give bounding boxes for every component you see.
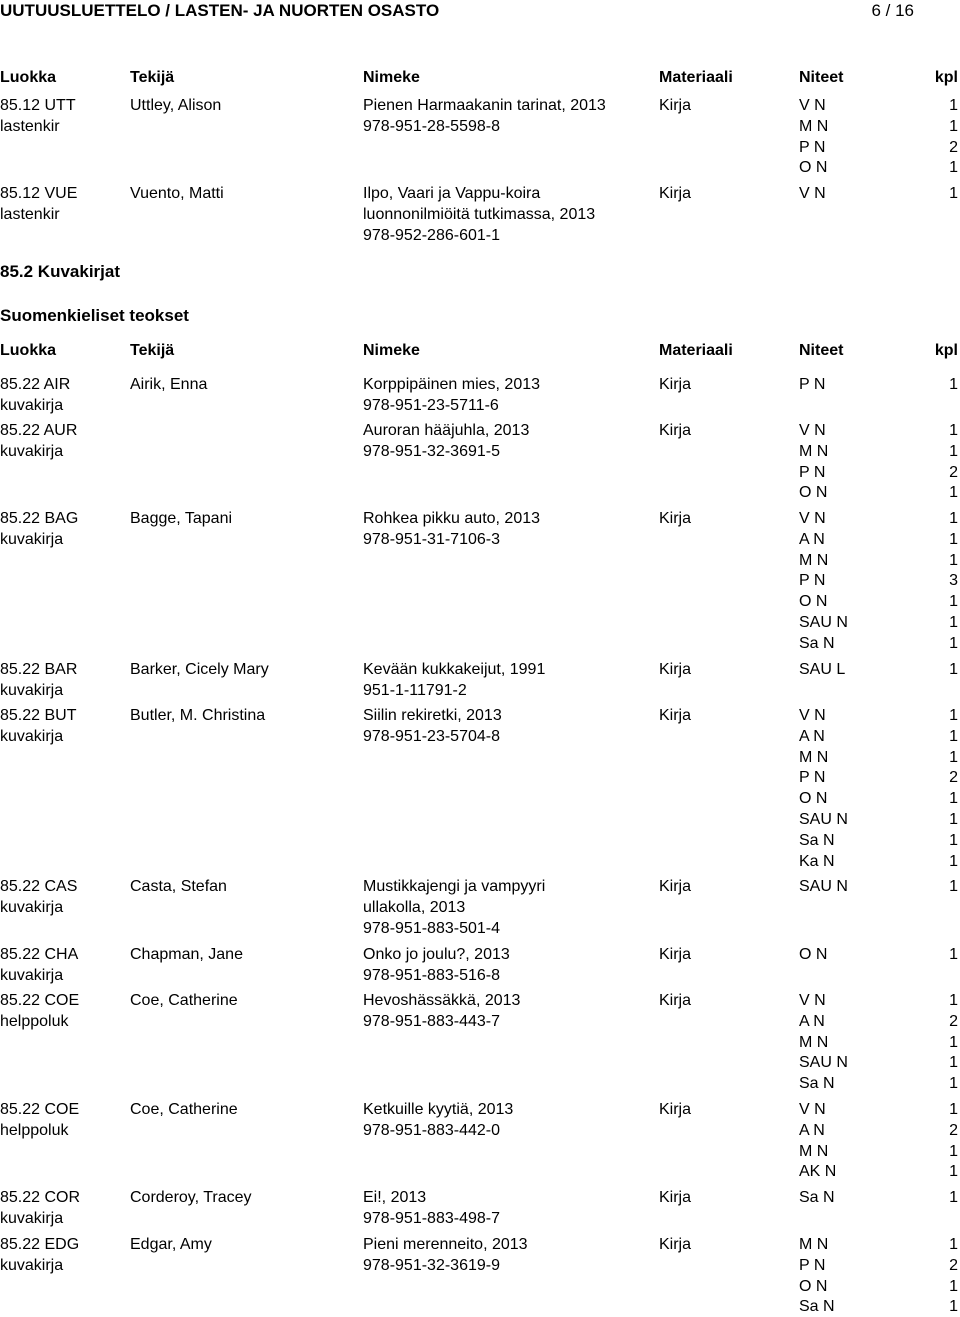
entry-copy-count: 1 [949,634,958,652]
entry-title: Pienen Harmaakanin tarinat, 2013 [363,97,606,114]
entry-title: 978-951-32-3691-5 [363,442,500,460]
page-title: UUTUUSLUETTELO / LASTEN- JA NUORTEN OSASTO [0,1,440,20]
entry-class: helppoluk [0,1121,69,1139]
entry-title: Ketkuille kyytiä, 2013 [363,1101,514,1118]
page-number: 6 / 16 [871,1,914,20]
entry-material: Kirja [659,878,692,895]
entry-title: Rohkea pikku auto, 2013 [363,510,541,527]
entry-class: 85.22 COE [0,992,80,1009]
entry-title: 978-951-883-501-4 [363,919,500,937]
entry-copy-count: 3 [949,572,958,590]
entry-title: 978-951-883-443-7 [363,1012,500,1030]
entry-class: 85.12 VUE [0,185,78,202]
entry-title: 978-952-286-601-1 [363,226,500,244]
entry-copy-location: M N [799,1142,829,1160]
entry-copy-count: 1 [949,878,958,895]
entry-copy-count: 2 [949,1012,958,1030]
entry-copy-location: P N [799,1256,826,1274]
entry-class: 85.22 COR [0,1189,81,1206]
entry-copy-count: 1 [949,1277,958,1295]
entry-author: Coe, Catherine [130,1101,238,1118]
entry-copy-count: 1 [949,442,958,460]
entry-author: Butler, M. Christina [130,707,266,724]
entry-title: 978-951-883-498-7 [363,1209,500,1227]
entry-material: Kirja [659,510,692,527]
entry-copy-location: O N [799,484,828,502]
entry-class: 85.22 BUT [0,707,77,724]
entry-title: Ilpo, Vaari ja Vappu-koira [363,185,541,202]
entry-copy-location: M N [799,1033,829,1051]
entry-copy-location: SAU N [799,878,848,895]
entry-copy-count: 2 [949,1121,958,1139]
entry-author: Uttley, Alison [130,97,222,114]
entry-copy-location: P N [799,769,826,787]
entry-class: kuvakirja [0,966,64,984]
entry-copy-count: 1 [949,661,958,678]
entry-copy-location: M N [799,551,829,569]
entry-title: Korppipäinen mies, 2013 [363,376,541,393]
entry-copy-count: 2 [949,769,958,787]
entry-copy-location: SAU N [799,614,848,631]
entry-author: Edgar, Amy [130,1236,212,1253]
entry-author: Corderoy, Tracey [130,1189,252,1206]
entry-copy-location: Ka N [799,852,835,870]
entry-copy-location: M N [799,442,829,460]
entry-copy-count: 1 [949,484,958,502]
entry-copy-location: V N [799,992,826,1009]
entry-copy-location: A N [799,530,825,548]
entry-copy-count: 1 [949,117,958,135]
entry-class: kuvakirja [0,442,64,460]
entry-material: Kirja [659,97,692,114]
entry-class: 85.22 CAS [0,878,78,895]
entry-title: 978-951-31-7106-3 [363,530,500,548]
entry-copy-count: 1 [949,1298,958,1316]
entry-material: Kirja [659,376,692,393]
entry-class: kuvakirja [0,1256,64,1274]
entry-title: Hevoshässäkkä, 2013 [363,992,521,1009]
entry-class: kuvakirja [0,727,64,745]
entry-title: 978-951-28-5598-8 [363,117,500,135]
entry-copy-location: V N [799,510,826,527]
entry-copy-location: V N [799,185,826,202]
entry-material: Kirja [659,1189,692,1206]
entry-copy-count: 1 [949,1101,958,1118]
entry-title: 978-951-23-5711-6 [363,396,499,414]
entry-copy-count: 1 [949,530,958,548]
entry-author: Bagge, Tapani [130,510,233,527]
entry-class: helppoluk [0,1012,69,1030]
entry-title: 978-951-32-3619-9 [363,1256,500,1274]
entry-copy-location: V N [799,707,826,724]
entry-copy-location: M N [799,1236,829,1253]
subsection-heading: Suomenkieliset teokset [0,306,189,325]
entry-copy-location: SAU N [799,1054,848,1072]
entry-copy-count: 1 [949,831,958,849]
entry-class: kuvakirja [0,681,64,699]
entry-title: luonnonilmiöitä tutkimassa, 2013 [363,205,596,223]
entry-title: Onko jo joulu?, 2013 [363,946,510,963]
entry-title: Kevään kukkakeijut, 1991 [363,661,546,678]
entry-copy-count: 1 [949,1075,958,1093]
entry-material: Kirja [659,185,692,202]
header-luokka: Luokka [0,69,57,86]
entry-class: kuvakirja [0,530,64,548]
entry-copy-count: 1 [949,748,958,766]
entry-copy-location: Sa N [799,634,835,652]
entry-title: 978-951-23-5704-8 [363,727,500,745]
entry-copy-location: O N [799,159,828,177]
entry-class: 85.22 AUR [0,422,78,439]
entry-class: 85.12 UTT [0,97,76,114]
entry-copy-location: SAU L [799,661,846,678]
entry-copy-location: SAU N [799,811,848,828]
entry-class: 85.22 COE [0,1101,80,1118]
entry-copy-count: 1 [949,1054,958,1072]
entry-title: Ei!, 2013 [363,1189,427,1206]
entry-copy-location: M N [799,117,829,135]
entry-copy-count: 2 [949,138,958,156]
entry-copy-location: P N [799,463,826,481]
entry-copy-count: 1 [949,1033,958,1051]
entry-copy-location: Sa N [799,1075,835,1093]
entry-copy-count: 1 [949,97,958,114]
entry-title: 978-951-883-442-0 [363,1121,500,1139]
entry-copy-location: Sa N [799,1298,835,1316]
entry-author: Vuento, Matti [130,185,224,202]
entry-class: kuvakirja [0,1209,64,1227]
entry-copy-count: 1 [949,614,958,631]
entry-copy-count: 1 [949,946,958,963]
entry-copy-count: 1 [949,551,958,569]
section-heading: 85.2 Kuvakirjat [0,262,121,281]
header-kpl: kpl [934,342,958,359]
entry-material: Kirja [659,422,692,439]
entry-title: Mustikkajengi ja vampyyri [363,878,546,895]
entry-copy-location: V N [799,1101,826,1118]
entry-class: 85.22 CHA [0,946,79,963]
entry-copy-count: 1 [949,510,958,527]
entry-copy-location: O N [799,946,828,963]
entry-copy-count: 1 [949,992,958,1009]
entry-class: 85.22 EDG [0,1236,80,1253]
entry-author: Casta, Stefan [130,878,227,895]
entry-class: lastenkir [0,205,60,223]
header-kpl: kpl [934,69,958,86]
entry-material: Kirja [659,992,692,1009]
entry-class: 85.22 BAG [0,510,79,527]
entry-copy-count: 1 [949,422,958,439]
entry-author: Coe, Catherine [130,992,238,1009]
header-nimeke: Nimeke [363,342,420,359]
entry-author: Airik, Enna [130,376,208,393]
entry-copy-count: 1 [949,1163,958,1181]
entry-copy-count: 1 [949,727,958,745]
header-niteet: Niteet [799,342,844,359]
entry-copy-count: 1 [949,1142,958,1160]
entry-title: Auroran hääjuhla, 2013 [363,422,530,439]
entry-title: 978-951-883-516-8 [363,966,500,984]
entry-copy-location: Sa N [799,831,835,849]
header-materiaali: Materiaali [659,69,733,86]
header-tekija: Tekijä [130,342,175,359]
entry-copy-location: A N [799,1121,825,1139]
entry-copy-count: 1 [949,1189,958,1206]
entry-copy-location: P N [799,138,826,156]
header-tekija: Tekijä [130,69,175,86]
entry-material: Kirja [659,707,692,724]
entry-copy-location: V N [799,422,826,439]
entry-title: ullakolla, 2013 [363,898,466,916]
entry-class: 85.22 AIR [0,376,71,393]
entry-copy-count: 1 [949,185,958,202]
entry-copy-count: 2 [949,463,958,481]
entry-title: Pieni merenneito, 2013 [363,1236,528,1253]
entry-class: lastenkir [0,117,60,135]
entry-copy-count: 1 [949,852,958,870]
entry-author: Chapman, Jane [130,946,243,963]
entry-copy-count: 1 [949,811,958,828]
entry-copy-location: P N [799,376,826,393]
entry-copy-location: AK N [799,1163,837,1181]
entry-author: Barker, Cicely Mary [130,661,269,678]
entry-class: kuvakirja [0,396,64,414]
header-luokka: Luokka [0,342,57,359]
entry-class: 85.22 BAR [0,661,78,678]
entry-copy-count: 1 [949,790,958,808]
entry-copy-location: V N [799,97,826,114]
entry-copy-count: 1 [949,159,958,177]
header-nimeke: Nimeke [363,69,420,86]
entry-copy-location: Sa N [799,1189,835,1206]
entry-material: Kirja [659,946,692,963]
header-niteet: Niteet [799,69,844,86]
entry-copy-location: O N [799,1277,828,1295]
entry-copy-location: M N [799,748,829,766]
entry-copy-count: 1 [949,707,958,724]
entry-copy-location: P N [799,572,826,590]
entry-copy-location: A N [799,727,825,745]
entry-title: 951-1-11791-2 [363,681,467,699]
entry-copy-count: 1 [949,593,958,611]
entry-material: Kirja [659,1101,692,1118]
entry-material: Kirja [659,661,692,678]
entry-material: Kirja [659,1236,692,1253]
entry-copy-location: A N [799,1012,825,1030]
entry-copy-count: 2 [949,1256,958,1274]
entry-copy-count: 1 [949,376,958,393]
entry-copy-location: O N [799,790,828,808]
header-materiaali: Materiaali [659,342,733,359]
entry-class: kuvakirja [0,898,64,916]
entry-copy-location: O N [799,593,828,611]
entry-copy-count: 1 [949,1236,958,1253]
entry-title: Siilin rekiretki, 2013 [363,707,502,724]
